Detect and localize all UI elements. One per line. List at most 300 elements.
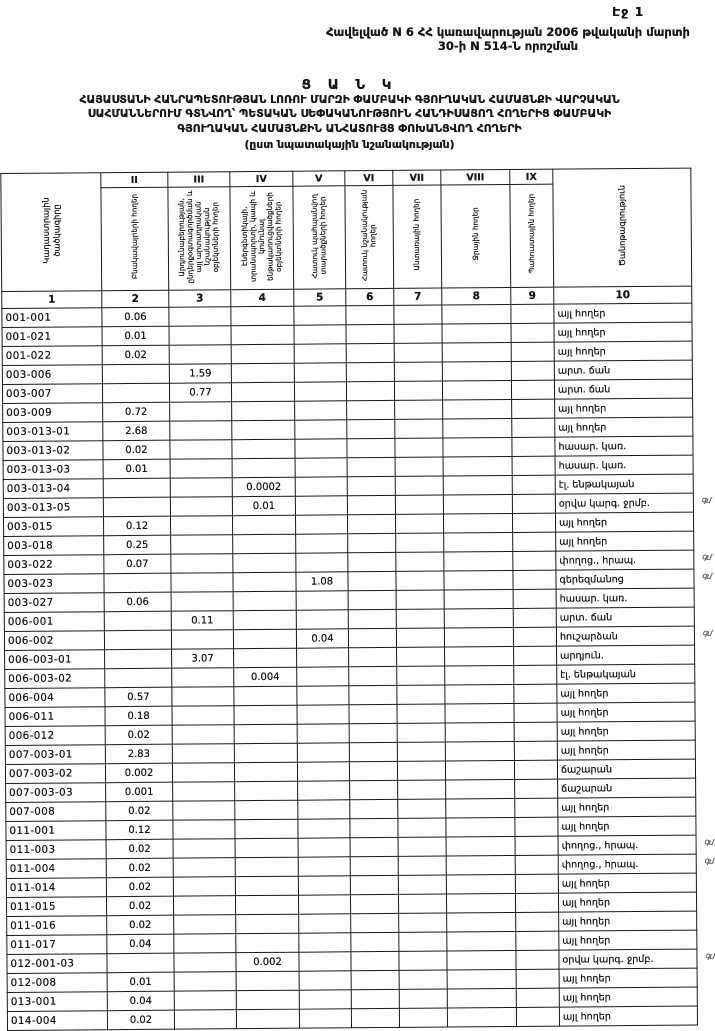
area-value-cell: 0.02 [103, 440, 170, 460]
area-value-cell [445, 722, 514, 742]
note-cell: այլ հողեր [559, 1006, 697, 1026]
area-value-cell [399, 1008, 447, 1027]
area-value-cell: 0.01 [107, 972, 174, 992]
area-value-cell [396, 571, 444, 590]
cadastre-code-cell: 003-009 [3, 403, 103, 423]
area-value-cell [397, 704, 445, 723]
area-value-cell [297, 705, 349, 724]
area-value-cell [394, 305, 442, 324]
column-number: 7 [394, 288, 442, 305]
appendix-reference [320, 25, 696, 53]
area-value-cell [104, 630, 171, 650]
area-value-cell [446, 798, 515, 818]
cadastre-code-cell: 001-022 [2, 346, 102, 366]
area-value-cell [397, 666, 445, 685]
area-value-cell [442, 343, 511, 363]
area-value-cell [445, 665, 514, 685]
area-value-cell [169, 307, 231, 326]
note-cell: այլ հողեր [558, 892, 696, 912]
area-value-cell [446, 893, 515, 913]
area-value-cell [346, 381, 394, 400]
cadastre-code-cell: 003-018 [4, 536, 104, 556]
cadastre-code-cell: 007-003-03 [6, 783, 106, 803]
column-header-cell [510, 184, 554, 287]
note-cell: օրվա կարգ. ջրմբ. գմ [555, 493, 693, 513]
area-value-cell [395, 457, 443, 476]
area-value-cell [447, 988, 516, 1008]
roman-numeral-II: II [101, 172, 168, 188]
area-value-cell [443, 419, 512, 439]
area-value-cell [512, 437, 555, 456]
area-value-cell [445, 703, 514, 723]
note-cell: հասար. կառ. [556, 588, 694, 608]
area-value-cell [447, 969, 516, 989]
area-value-cell [395, 514, 443, 533]
area-value-cell [516, 1007, 559, 1026]
area-value-cell [233, 610, 296, 629]
area-value-cell [172, 725, 234, 744]
area-value-cell [512, 456, 555, 475]
area-value-cell: 0.18 [105, 706, 172, 726]
area-value-cell [170, 497, 232, 516]
area-value-cell [234, 686, 297, 705]
area-value-cell [394, 362, 442, 381]
column-header-cell [293, 186, 346, 289]
area-value-cell [235, 781, 298, 800]
area-value-cell [512, 513, 555, 532]
note-cell: այլ հողեր [559, 911, 697, 931]
handwritten-margin-mark: գմ [701, 627, 712, 639]
area-value-cell [298, 895, 350, 914]
area-value-cell [347, 476, 395, 495]
area-value-cell: 0.02 [107, 1010, 174, 1030]
area-value-cell [297, 724, 349, 743]
area-value-cell [234, 724, 297, 743]
area-value-cell [295, 477, 347, 496]
cadastre-code-cell: 007-003-02 [5, 764, 105, 784]
area-value-cell [399, 970, 447, 989]
area-value-cell: 1.08 [296, 572, 348, 591]
cadastre-code-cell: 006-003-02 [5, 669, 105, 689]
cadastre-code-cell: 003-027 [4, 593, 104, 613]
area-value-cell [512, 475, 555, 494]
area-value-cell [397, 723, 445, 742]
area-value-cell [511, 323, 554, 342]
area-value-cell [170, 516, 232, 535]
area-value-cell [173, 839, 235, 858]
note-cell: հասար. կառ. [555, 455, 693, 475]
area-value-cell [351, 989, 399, 1008]
area-value-cell [348, 609, 396, 628]
area-value-cell [294, 325, 346, 344]
area-value-cell [347, 514, 395, 533]
cadastre-code-cell: 006-002 [4, 631, 104, 651]
area-value-cell [296, 610, 348, 629]
area-value-cell [297, 648, 349, 667]
cadastre-code-cell: 013-001 [7, 992, 107, 1012]
area-value-cell [169, 345, 231, 364]
area-value-cell: 1.59 [169, 364, 231, 383]
cadastre-code-cell: 003-013-03 [3, 460, 103, 480]
note-cell: այլ հողեր [559, 930, 697, 950]
roman-numeral-VIII: VIII [441, 170, 510, 186]
area-value-cell [104, 573, 171, 593]
area-value-cell [398, 856, 446, 875]
area-value-cell [346, 324, 394, 343]
area-value-cell [398, 875, 446, 894]
area-value-cell [233, 572, 296, 591]
appendix-line: Հավելված N 6 [326, 25, 414, 39]
cadastre-code-cell: 006-004 [5, 688, 105, 708]
area-value-cell [299, 952, 351, 971]
area-value-cell [446, 817, 515, 837]
area-value-cell [232, 458, 295, 477]
roman-numeral-VI: VI [345, 170, 393, 185]
area-value-cell [298, 819, 350, 838]
area-value-cell [398, 837, 446, 856]
area-value-cell [296, 591, 348, 610]
column-header-label: Բնակավայրերի հողեր [129, 194, 139, 280]
area-value-cell [170, 478, 232, 497]
note-cell: փողոց., հրապ. գմ [558, 854, 696, 874]
area-value-cell [348, 590, 396, 609]
area-value-cell [349, 704, 397, 723]
area-value-cell [349, 761, 397, 780]
area-value-cell [515, 874, 558, 893]
area-value-cell [346, 305, 394, 324]
cadastre-code-header [1, 173, 102, 292]
area-value-cell [442, 324, 511, 344]
area-value-cell [516, 931, 559, 950]
cadastre-code-cell: 006-011 [5, 707, 105, 727]
area-value-cell [299, 971, 351, 990]
area-value-cell [515, 779, 558, 798]
note-cell: օրվա կարգ. ջրմբ. գմ [559, 949, 697, 969]
appendix-line: մարտի 30-ի N 514-Ն որոշման [437, 25, 690, 54]
document-subtitle [0, 93, 699, 152]
area-value-cell: 0.02 [107, 915, 174, 935]
area-value-cell [173, 782, 235, 801]
area-value-cell [514, 741, 557, 760]
area-value-cell [443, 400, 512, 420]
column-number: 4 [231, 289, 294, 306]
cadastre-code-header-label: Կադաստրային ծածկագիրը [40, 196, 62, 264]
area-value-cell [444, 608, 513, 628]
area-value-cell [348, 533, 396, 552]
area-value-cell [396, 590, 444, 609]
column-number: 8 [442, 288, 511, 306]
area-value-cell [298, 800, 350, 819]
column-number: 2 [102, 290, 169, 308]
land-transfer-table-wrapper [0, 168, 715, 1031]
column-header-label: Պահուստային հողեր [526, 193, 536, 274]
area-value-cell [514, 684, 557, 703]
note-cell: այլ հողեր [556, 531, 694, 551]
area-value-cell [513, 551, 556, 570]
cadastre-code-cell: 011-015 [6, 897, 106, 917]
area-value-cell [394, 324, 442, 343]
area-value-cell [233, 629, 296, 648]
cadastre-code-cell: 011-014 [6, 878, 106, 898]
cadastre-code-cell: 007-003-01 [5, 745, 105, 765]
area-value-cell [445, 741, 514, 761]
cadastre-code-cell: 003-013-04 [3, 479, 103, 499]
area-value-cell [514, 722, 557, 741]
area-value-cell: 0.04 [107, 991, 174, 1011]
area-value-cell: 0.02 [102, 345, 169, 365]
area-value-cell [398, 780, 446, 799]
area-value-cell [174, 915, 236, 934]
area-value-cell [444, 627, 513, 647]
note-cell: այլ հողեր [558, 797, 696, 817]
column-header-cell [393, 185, 442, 288]
column-number: 10 [554, 286, 692, 304]
area-value-cell [394, 381, 442, 400]
area-value-cell [516, 912, 559, 931]
area-value-cell [173, 877, 235, 896]
area-value-cell [346, 362, 394, 381]
area-value-cell [351, 932, 399, 951]
column-header-cell [345, 185, 394, 288]
area-value-cell [231, 344, 294, 363]
area-value-cell [103, 478, 170, 498]
area-value-cell [295, 515, 347, 534]
area-value-cell [515, 798, 558, 817]
area-value-cell [233, 534, 296, 553]
area-value-cell [397, 685, 445, 704]
area-value-cell: 0.002 [236, 952, 299, 971]
note-cell: այլ հողեր [557, 683, 695, 703]
area-value-cell [231, 382, 294, 401]
area-value-cell [236, 990, 299, 1009]
area-value-cell: 0.04 [296, 629, 348, 648]
appendix-line: ՀՀ կառավարության 2006 թվականի [417, 25, 643, 39]
area-value-cell: 0.07 [104, 554, 171, 574]
area-value-cell: 0.01 [102, 326, 169, 346]
area-value-cell [444, 533, 513, 553]
area-value-cell: 0.12 [106, 820, 173, 840]
area-value-cell [349, 685, 397, 704]
area-value-cell [171, 592, 233, 611]
area-value-cell [102, 364, 169, 384]
handwritten-margin-mark: գմ [703, 855, 714, 867]
note-cell: ճաշարան [558, 778, 696, 798]
area-value-cell [347, 400, 395, 419]
area-value-cell [399, 913, 447, 932]
note-cell: այլ հողեր [558, 816, 696, 836]
column-header-cell [230, 186, 294, 289]
column-number: 6 [346, 288, 394, 305]
area-value-cell [443, 438, 512, 458]
area-value-cell [170, 402, 232, 421]
area-value-cell [396, 552, 444, 571]
area-value-cell [513, 627, 556, 646]
area-value-cell [348, 628, 396, 647]
area-value-cell [396, 628, 444, 647]
area-value-cell: 0.01 [232, 496, 295, 515]
cadastre-code-cell: 006-003-01 [5, 650, 105, 670]
area-value-cell [297, 667, 349, 686]
area-value-cell [516, 988, 559, 1007]
area-value-cell [173, 858, 235, 877]
area-value-cell [235, 857, 298, 876]
area-value-cell [295, 420, 347, 439]
cadastre-code-cell: 003-006 [2, 365, 102, 385]
area-value-cell [511, 304, 554, 323]
area-value-cell [299, 933, 351, 952]
area-value-cell [296, 534, 348, 553]
cadastre-code-cell: 003-022 [4, 555, 104, 575]
area-value-cell [231, 325, 294, 344]
area-value-cell [294, 344, 346, 363]
area-value-cell [299, 914, 351, 933]
note-cell: արտ. ճան [554, 379, 692, 399]
area-value-cell [351, 970, 399, 989]
area-value-cell [298, 781, 350, 800]
column-header-label: Հատուկ նշանակության հողեր [359, 189, 378, 281]
area-value-cell [298, 838, 350, 857]
area-value-cell [350, 799, 398, 818]
area-value-cell [295, 458, 347, 477]
area-value-cell [396, 609, 444, 628]
area-value-cell [297, 686, 349, 705]
cadastre-code-cell: 011-001 [6, 821, 106, 841]
note-cell: այլ հողեր [557, 721, 695, 741]
cadastre-code-cell: 003-013-05 [3, 498, 103, 518]
area-value-cell [295, 439, 347, 458]
area-value-cell [232, 401, 295, 420]
area-value-cell [349, 647, 397, 666]
area-value-cell [442, 362, 511, 382]
cadastre-code-cell: 003-013-01 [3, 422, 103, 442]
area-value-cell [103, 497, 170, 517]
area-value-cell [173, 820, 235, 839]
table-row [7, 1006, 697, 1030]
area-value-cell [234, 705, 297, 724]
area-value-cell [294, 382, 346, 401]
area-value-cell [347, 457, 395, 476]
subtitle-line: ՍԱՀՄԱՆՆԵՐՈՒՄ ԳՏՆՎՈՂ՝ ՊԵՏԱԿԱՆ ՍԵՓԱԿԱՆՈՒԹՅՈՒՆ ՀԱՆԴԻՍԱՑՈՂ ՀՈՂԵՐԻՑ ՓԱՄԲԱԿԻ [87, 107, 612, 121]
cadastre-code-cell: 011-003 [6, 840, 106, 860]
area-value-cell [171, 554, 233, 573]
area-value-cell [511, 361, 554, 380]
area-value-cell [170, 440, 232, 459]
area-value-cell: 0.02 [106, 896, 173, 916]
area-value-cell [443, 457, 512, 477]
area-value-cell [443, 495, 512, 515]
cadastre-code-cell: 012-001-03 [7, 954, 107, 974]
area-value-cell [444, 571, 513, 591]
area-value-cell: 0.01 [103, 459, 170, 479]
area-value-cell [298, 857, 350, 876]
area-value-cell [396, 533, 444, 552]
area-value-cell [447, 931, 516, 951]
area-value-cell [444, 590, 513, 610]
note-cell: այլ հողեր [557, 702, 695, 722]
area-value-cell [297, 743, 349, 762]
area-value-cell [513, 532, 556, 551]
area-value-cell [231, 306, 294, 325]
area-value-cell [346, 343, 394, 362]
area-value-cell [169, 326, 231, 345]
roman-numeral-III: III [168, 172, 230, 187]
cadastre-code-cell: 011-016 [7, 916, 107, 936]
area-value-cell: 0.02 [106, 839, 173, 859]
note-cell: այլ հողեր [559, 987, 697, 1007]
area-value-cell [347, 438, 395, 457]
area-value-cell [512, 418, 555, 437]
cadastre-code-cell: 007-008 [6, 802, 106, 822]
area-value-cell [294, 306, 346, 325]
area-value-cell [174, 972, 236, 991]
area-value-cell [350, 780, 398, 799]
subtitle-designation-note: (ըստ նպատակային նշանակության) [244, 137, 455, 151]
area-value-cell [172, 763, 234, 782]
area-value-cell [235, 819, 298, 838]
area-value-cell [395, 400, 443, 419]
roman-numeral-IV: IV [230, 171, 293, 186]
area-value-cell [294, 363, 346, 382]
area-value-cell [397, 647, 445, 666]
area-value-cell [172, 668, 234, 687]
area-value-cell [170, 421, 232, 440]
area-value-cell: 0.02 [105, 725, 172, 745]
column-header-label: Անտառային հողեր [411, 198, 422, 271]
cadastre-code-cell: 003-013-02 [3, 441, 103, 461]
column-header-cell [101, 187, 169, 291]
area-value-cell [349, 666, 397, 685]
area-value-cell: 0.02 [106, 877, 173, 897]
area-value-cell [398, 894, 446, 913]
area-value-cell [171, 535, 233, 554]
cadastre-code-cell: 014-004 [7, 1011, 107, 1031]
note-cell: փողոց., հրապ. գմ [556, 550, 694, 570]
area-value-cell [235, 876, 298, 895]
area-value-cell [514, 665, 557, 684]
area-value-cell [395, 438, 443, 457]
area-value-cell [444, 552, 513, 572]
area-value-cell [446, 874, 515, 894]
note-cell: փողոց., հրապ. գմ [558, 835, 696, 855]
area-value-cell: 3.07 [172, 649, 234, 668]
area-value-cell [397, 742, 445, 761]
area-value-cell [514, 646, 557, 665]
table-header [1, 168, 692, 308]
area-value-cell [234, 743, 297, 762]
cadastre-code-cell: 001-021 [2, 327, 102, 347]
note-cell: արտ. ճան [554, 360, 692, 380]
area-value-cell [398, 799, 446, 818]
area-value-cell [174, 953, 236, 972]
area-value-cell [173, 801, 235, 820]
cadastre-code-cell: 011-004 [6, 859, 106, 879]
area-value-cell [445, 646, 514, 666]
area-value-cell [395, 476, 443, 495]
area-value-cell: 0.57 [105, 687, 172, 707]
cadastre-code-cell: 011-017 [7, 935, 107, 955]
note-cell: այլ հողեր [554, 303, 692, 323]
area-value-cell [516, 950, 559, 969]
area-value-cell: 0.06 [104, 592, 171, 612]
area-value-cell [349, 742, 397, 761]
area-value-cell [104, 611, 171, 631]
handwritten-margin-mark: գմ [701, 551, 712, 563]
area-value-cell [443, 476, 512, 496]
area-value-cell [298, 876, 350, 895]
cadastre-code-cell: 001-001 [2, 308, 102, 328]
area-value-cell [296, 553, 348, 572]
area-value-cell [235, 800, 298, 819]
